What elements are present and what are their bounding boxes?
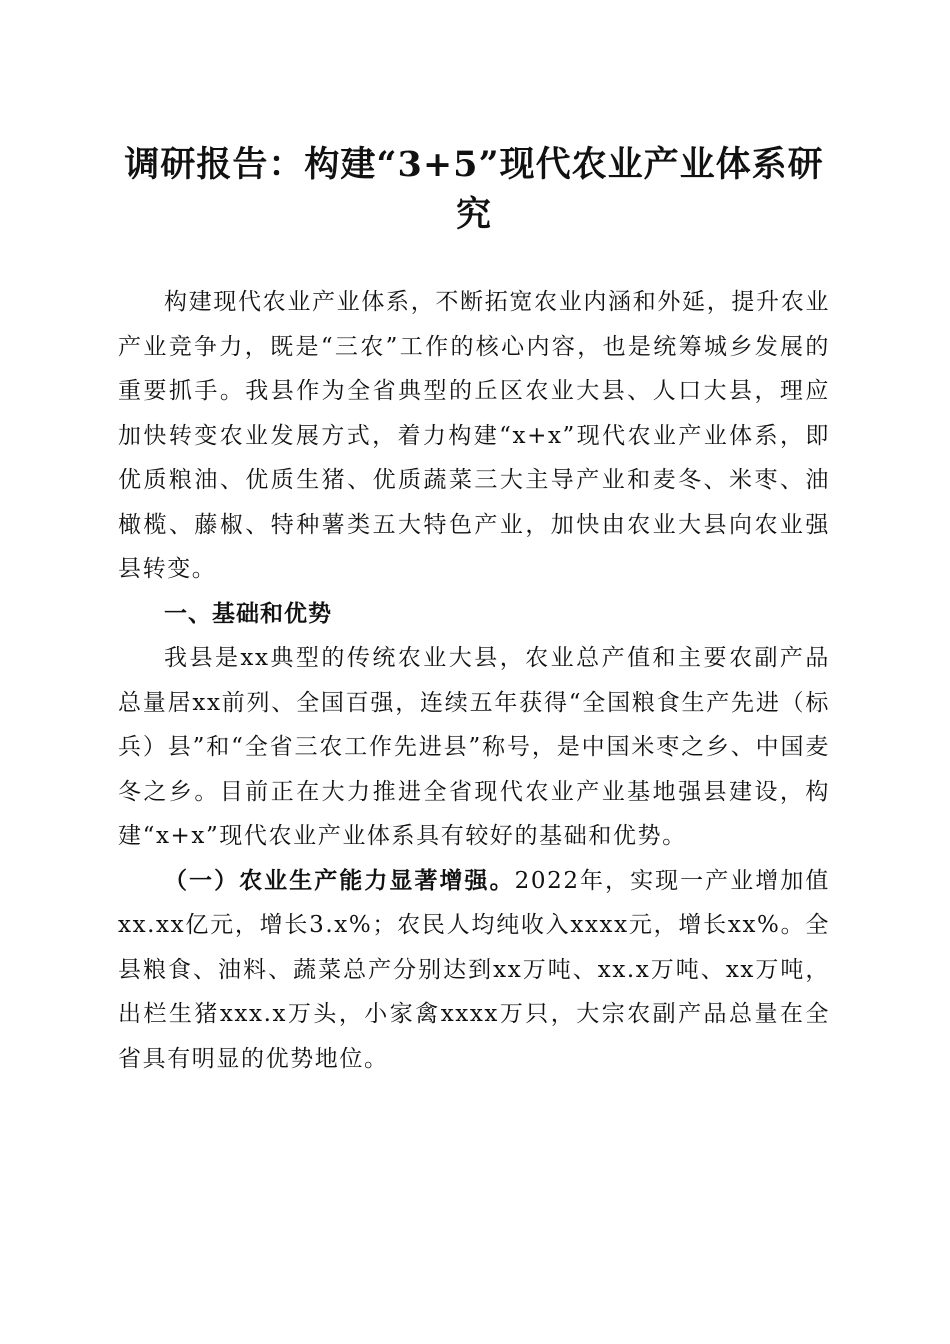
subsection-paragraph [118, 859, 830, 1082]
section-heading: 一、基础和优势 [164, 600, 332, 627]
document-page [118, 140, 830, 1081]
subsection-lead: （一）农业生产能力显著增强。 [164, 866, 515, 894]
document-title: 调研报告：构建“3+5”现代农业产业体系研究 [124, 144, 824, 235]
subsection-text: 2022年，实现一产业增加值xx.xx亿元，增长3.x%；农民人均纯收入xxxx元，增长xx%。全县粮食、油料、蔬菜总产分别达到xx万吨、xx.x万吨、xx万吨，出栏生猪xxx.x万头，小家禽xxxx万只，大宗农副产品总量在全省具有明显的优势地位。 [118, 867, 830, 1072]
section-paragraph: 我县是xx典型的传统农业大县，农业总产值和主要农副产品总量居xx前列、全国百强，连续五年获得“全国粮食生产先进（标兵）县”和“全省三农工作先进县”称号，是中国米枣之乡、中国麦冬之乡。目前正在大力推进全省现代农业产业基地强县建设，构建“x+x”现代农业产业体系具有较好的基础和优势。 [118, 645, 830, 849]
document-body [118, 280, 830, 1081]
intro-paragraph: 构建现代农业产业体系，不断拓宽农业内涵和外延，提升农业产业竞争力，既是“三农”工作的核心内容，也是统筹城乡发展的重要抓手。我县作为全省典型的丘区农业大县、人口大县，理应加快转变农业发展方式，着力构建“x+x”现代农业产业体系，即优质粮油、优质生猪、优质蔬菜三大主导产业和麦冬、米枣、油橄榄、藤椒、特种薯类五大特色产业，加快由农业大县向农业强县转变。 [118, 289, 830, 582]
